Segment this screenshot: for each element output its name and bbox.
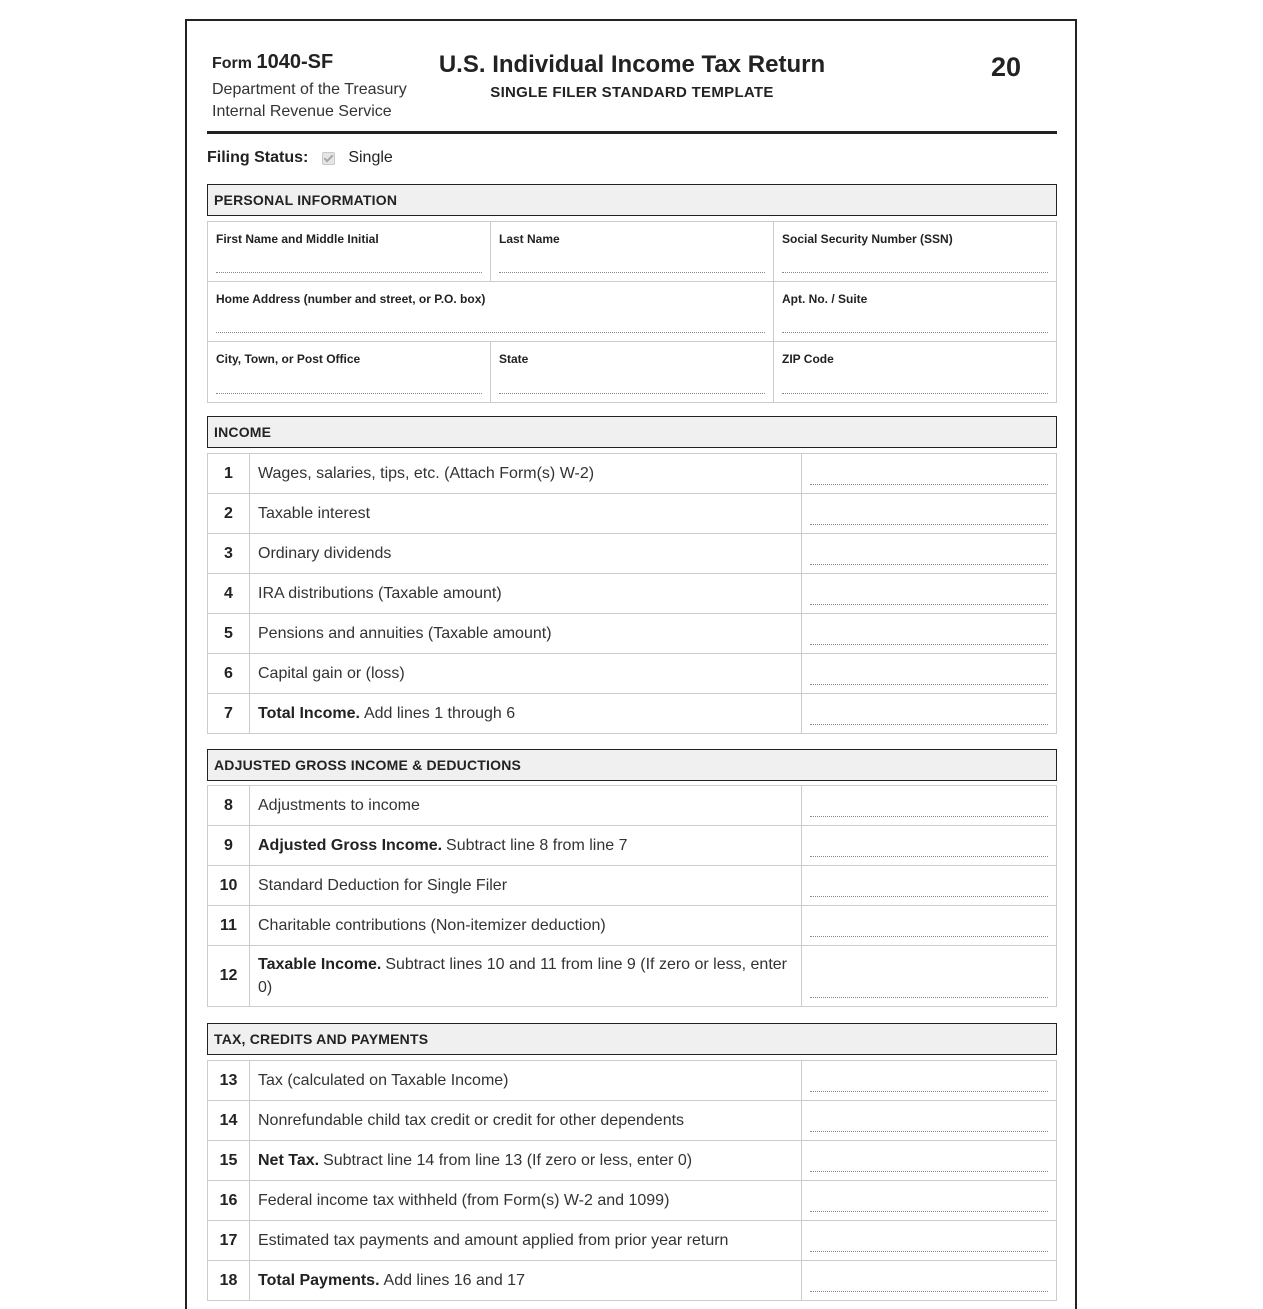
personal-row (208, 282, 1056, 342)
line-item-row (208, 1261, 1056, 1301)
amount-input-line[interactable] (810, 524, 1048, 525)
line-description (250, 494, 802, 533)
amount-input-line[interactable] (810, 1131, 1048, 1132)
line-number: 10 (208, 866, 250, 905)
line-number: 5 (208, 614, 250, 653)
amount-input-line[interactable] (810, 1171, 1048, 1172)
amount-field[interactable] (802, 454, 1056, 493)
line-number: 13 (208, 1061, 250, 1100)
personal-row (208, 342, 1056, 402)
field-label: Home Address (number and street, or P.O. box) (216, 292, 486, 306)
amount-input-line[interactable] (810, 816, 1048, 817)
line-description (250, 826, 802, 865)
line-item-row (208, 786, 1056, 826)
line-item-row (208, 1141, 1056, 1181)
line-number: 12 (208, 946, 250, 1006)
field-label: State (499, 352, 529, 366)
line-number: 9 (208, 826, 250, 865)
line-number: 18 (208, 1261, 250, 1300)
amount-input-line[interactable] (810, 724, 1048, 725)
amount-input-line[interactable] (810, 997, 1048, 998)
section-tax-credits-payments: TAX, CREDITS AND PAYMENTS (207, 1023, 1057, 1055)
line-text: Standard Deduction for Single Filer (258, 877, 508, 894)
line-number: 14 (208, 1101, 250, 1140)
line-bold-label: Net Tax. (258, 1152, 320, 1169)
line-text: Subtract lines 10 and 11 from line 9 (If zero or less, enter 0) (258, 956, 787, 996)
amount-field[interactable] (802, 694, 1056, 733)
field-label: Last Name (499, 232, 560, 246)
line-description (250, 1181, 802, 1220)
line-text: Ordinary dividends (258, 545, 392, 562)
single-option-label: Single (348, 149, 393, 166)
line-description-text (258, 462, 594, 485)
line-item-row (208, 1181, 1056, 1221)
line-number: 7 (208, 694, 250, 733)
line-bold-label: Taxable Income. (258, 956, 382, 973)
line-text: Charitable contributions (Non-itemizer deduction) (258, 917, 606, 934)
amount-field[interactable] (802, 1181, 1056, 1220)
line-description-text (258, 702, 515, 725)
amount-field[interactable] (802, 1101, 1056, 1140)
input-line[interactable] (216, 332, 765, 333)
line-description (250, 614, 802, 653)
line-number: 16 (208, 1181, 250, 1220)
line-number: 6 (208, 654, 250, 693)
line-description (250, 1221, 802, 1260)
form-header (207, 21, 1057, 134)
amount-input-line[interactable] (810, 484, 1048, 485)
line-text: Add lines 16 and 17 (383, 1272, 525, 1289)
line-item-row (208, 866, 1056, 906)
amount-input-line[interactable] (810, 1091, 1048, 1092)
ssn-field[interactable] (774, 222, 1056, 281)
amount-input-line[interactable] (810, 896, 1048, 897)
line-text: Adjustments to income (258, 797, 420, 814)
amount-input-line[interactable] (810, 604, 1048, 605)
filing-status-label: Filing Status: (207, 149, 309, 166)
line-text: Capital gain or (loss) (258, 665, 405, 682)
line-item-row (208, 826, 1056, 866)
line-item-row (208, 614, 1056, 654)
line-text: Federal income tax withheld (from Form(s) W-2 and 1099) (258, 1192, 670, 1209)
line-description-text (258, 622, 552, 645)
amount-field[interactable] (802, 786, 1056, 825)
line-number: 8 (208, 786, 250, 825)
amount-input-line[interactable] (810, 936, 1048, 937)
line-description (250, 1061, 802, 1100)
tax-year: 20 (990, 52, 1021, 82)
line-item-row (208, 1101, 1056, 1141)
personal-info-grid (207, 221, 1057, 403)
zip-field[interactable] (774, 342, 1056, 402)
line-text: Subtract line 8 from line 7 (446, 837, 628, 854)
line-number: 15 (208, 1141, 250, 1180)
city-field[interactable] (208, 342, 491, 402)
section-income: INCOME (207, 416, 1057, 448)
field-label: First Name and Middle Initial (216, 232, 379, 246)
amount-field[interactable] (802, 614, 1056, 653)
state-field[interactable] (491, 342, 774, 402)
line-description-text (258, 1109, 684, 1132)
line-number: 2 (208, 494, 250, 533)
line-item-row (208, 694, 1056, 734)
line-description-text (258, 1269, 525, 1292)
input-line[interactable] (499, 272, 765, 273)
line-text: Pensions and annuities (Taxable amount) (258, 625, 552, 642)
input-line[interactable] (216, 393, 482, 394)
line-text: IRA distributions (Taxable amount) (258, 585, 502, 602)
income-lines (207, 453, 1057, 734)
tax-lines (207, 1060, 1057, 1301)
apt-field[interactable] (774, 282, 1056, 341)
first-name-field[interactable] (208, 222, 491, 281)
line-description-text (258, 662, 405, 685)
line-description-text (258, 502, 370, 525)
dept-line: Department of the Treasury (212, 81, 407, 98)
input-line[interactable] (782, 332, 1048, 333)
amount-input-line[interactable] (810, 564, 1048, 565)
agi-lines (207, 785, 1057, 1007)
form-number: 1040-SF (256, 51, 334, 73)
line-text: Wages, salaries, tips, etc. (Attach Form(s) W-2) (258, 465, 595, 482)
line-description (250, 574, 802, 613)
amount-input-line[interactable] (810, 1291, 1048, 1292)
line-number: 17 (208, 1221, 250, 1260)
last-name-field[interactable] (491, 222, 774, 281)
field-label: ZIP Code (782, 352, 834, 366)
line-description-text (258, 953, 793, 999)
line-description-text (258, 1229, 728, 1252)
amount-field[interactable] (802, 1221, 1056, 1260)
amount-field[interactable] (802, 654, 1056, 693)
form-prefix: Form (212, 55, 252, 72)
amount-field[interactable] (802, 574, 1056, 613)
line-description (250, 786, 802, 825)
amount-field[interactable] (802, 946, 1056, 1006)
line-number: 4 (208, 574, 250, 613)
amount-field[interactable] (802, 1141, 1056, 1180)
amount-input-line[interactable] (810, 1211, 1048, 1212)
line-description-text (258, 914, 606, 937)
field-label: City, Town, or Post Office (216, 352, 361, 366)
amount-field[interactable] (802, 866, 1056, 905)
line-bold-label: Total Income. (258, 705, 360, 722)
input-line[interactable] (499, 393, 765, 394)
amount-field[interactable] (802, 826, 1056, 865)
line-text: Subtract line 14 from line 13 (If zero or less, enter 0) (323, 1152, 693, 1169)
line-number: 11 (208, 906, 250, 945)
amount-field[interactable] (802, 906, 1056, 945)
line-description (250, 654, 802, 693)
amount-field[interactable] (802, 494, 1056, 533)
line-description-text (258, 582, 502, 605)
line-text: Tax (calculated on Taxable Income) (258, 1072, 509, 1089)
input-line[interactable] (782, 393, 1048, 394)
line-description (250, 534, 802, 573)
input-line[interactable] (782, 272, 1048, 273)
line-description (250, 906, 802, 945)
line-item-row (208, 454, 1056, 494)
form-subtitle: SINGLE FILER STANDARD TEMPLATE (490, 84, 774, 101)
home-address-field[interactable] (208, 282, 774, 341)
field-label: Apt. No. / Suite (782, 292, 868, 306)
form-content (207, 21, 1057, 1289)
personal-row (208, 222, 1056, 282)
line-description (250, 1101, 802, 1140)
line-description-text (258, 1069, 509, 1092)
line-description-text (258, 794, 420, 817)
line-text: Add lines 1 through 6 (363, 705, 516, 722)
line-bold-label: Total Payments. (258, 1272, 380, 1289)
line-item-row (208, 574, 1056, 614)
line-description-text (258, 834, 627, 857)
section-personal-information: PERSONAL INFORMATION (207, 184, 1057, 216)
line-description-text (258, 542, 391, 565)
input-line[interactable] (216, 272, 482, 273)
amount-field[interactable] (802, 1061, 1056, 1100)
amount-field[interactable] (802, 534, 1056, 573)
line-item-row (208, 654, 1056, 694)
single-checkbox[interactable] (322, 152, 335, 165)
line-description (250, 1261, 802, 1300)
line-description (250, 454, 802, 493)
filing-status (207, 147, 393, 169)
form-title: U.S. Individual Income Tax Return (438, 51, 826, 78)
form-page (185, 19, 1077, 1309)
amount-input-line[interactable] (810, 1251, 1048, 1252)
line-item-row (208, 494, 1056, 534)
line-number: 1 (208, 454, 250, 493)
line-description (250, 694, 802, 733)
line-description (250, 946, 802, 1006)
line-description (250, 1141, 802, 1180)
line-description-text (258, 874, 507, 897)
line-text: Taxable interest (258, 505, 371, 522)
amount-input-line[interactable] (810, 856, 1048, 857)
section-agi-deductions: ADJUSTED GROSS INCOME & DEDUCTIONS (207, 749, 1057, 781)
line-item-row (208, 1061, 1056, 1101)
line-description-text (258, 1189, 669, 1212)
amount-field[interactable] (802, 1261, 1056, 1300)
amount-input-line[interactable] (810, 644, 1048, 645)
line-text: Nonrefundable child tax credit or credit for other dependents (258, 1112, 685, 1129)
amount-input-line[interactable] (810, 684, 1048, 685)
line-text: Estimated tax payments and amount applied from prior year return (258, 1232, 729, 1249)
line-item-row (208, 906, 1056, 946)
line-description-text (258, 1149, 692, 1172)
line-item-row (208, 946, 1056, 1007)
line-item-row (208, 534, 1056, 574)
irs-line: Internal Revenue Service (212, 103, 392, 120)
field-label: Social Security Number (SSN) (782, 232, 953, 246)
line-description (250, 866, 802, 905)
line-bold-label: Adjusted Gross Income. (258, 837, 443, 854)
line-item-row (208, 1221, 1056, 1261)
line-number: 3 (208, 534, 250, 573)
